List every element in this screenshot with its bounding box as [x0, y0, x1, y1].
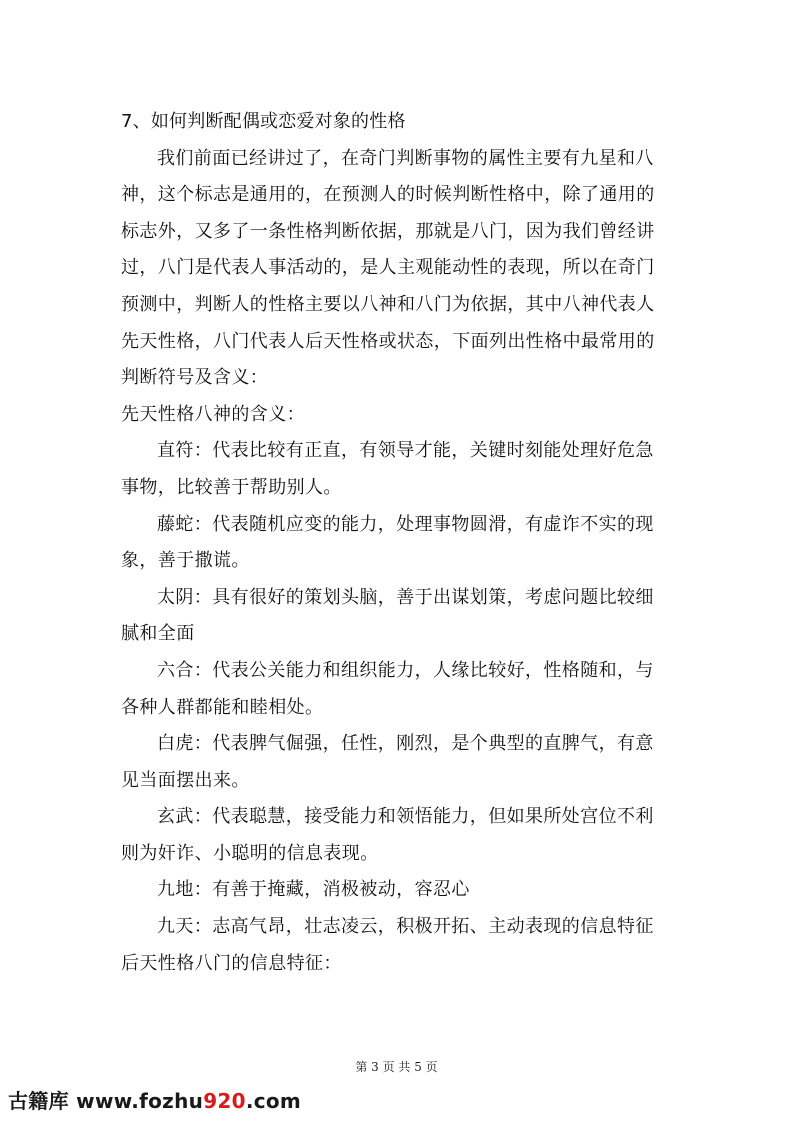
- document-body: [121, 104, 671, 982]
- paragraph-line: 先天性格，八门代表人后天性格或状态，下面列出性格中最常用的: [121, 330, 655, 352]
- watermark-site-name: 古籍库: [8, 1089, 69, 1113]
- paragraph-line: 标志外，又多了一条性格判断依据，那就是八门，因为我们曾经讲: [121, 220, 655, 242]
- page-number: 第 3 页 共 5 页: [355, 1060, 438, 1074]
- paragraph-line: 则为奸诈、小聪明的信息表现。: [121, 842, 379, 864]
- paragraph-line: 六合：代表公关能力和组织能力，人缘比较好，性格随和，与: [157, 659, 654, 681]
- paragraph-line: 见当面摆出来。: [121, 769, 250, 791]
- paragraph-line: 九地：有善于掩藏，消极被动，容忍心: [157, 879, 470, 901]
- paragraph-line: 太阴：具有很好的策划头脑，善于出谋划策，考虑问题比较细: [157, 586, 654, 608]
- section-heading: 7、如何判断配偶或恋爱对象的性格: [121, 111, 406, 132]
- paragraph-line: 九天：志高气昂，壮志凌云，积极开拓、主动表现的信息特征: [157, 916, 654, 938]
- paragraph-line: 各种人群都能和睦相处。: [121, 696, 324, 718]
- paragraph-line: 我们前面已经讲过了，在奇门判断事物的属性主要有九星和八: [157, 147, 654, 169]
- paragraph-line: 白虎：代表脾气倔强，任性，刚烈，是个典型的直脾气，有意: [157, 733, 654, 755]
- watermark-url-digits: 920: [203, 1089, 246, 1113]
- watermark-url-prefix: www.fozhu: [76, 1089, 204, 1113]
- subheading-line: 后天性格八门的信息特征：: [121, 952, 342, 974]
- subheading-line: 先天性格八神的含义：: [121, 403, 305, 425]
- paragraph-line: 玄武：代表聪慧，接受能力和领悟能力，但如果所处宫位不利: [157, 806, 654, 828]
- paragraph-line: 判断符号及含义：: [121, 367, 269, 389]
- paragraph-line: 藤蛇：代表随机应变的能力，处理事物圆滑，有虚诈不实的现: [157, 513, 654, 535]
- paragraph-line: 直符：代表比较有正直，有领导才能，关键时刻能处理好危急: [157, 440, 654, 462]
- paragraph-line: 神，这个标志是通用的，在预测人的时候判断性格中，除了通用的: [121, 184, 655, 206]
- paragraph-line: 事物，比较善于帮助别人。: [121, 476, 342, 498]
- paragraph-line: 腻和全面: [121, 623, 195, 645]
- paragraph-line: 象，善于撒谎。: [121, 550, 250, 572]
- paragraph-line: 预测中，判断人的性格主要以八神和八门为依据，其中八神代表人: [121, 293, 655, 315]
- paragraph-line: 过，八门是代表人事活动的，是人主观能动性的表现，所以在奇门: [121, 257, 655, 279]
- watermark-url-suffix: .com: [245, 1089, 302, 1113]
- site-watermark: [8, 1085, 301, 1114]
